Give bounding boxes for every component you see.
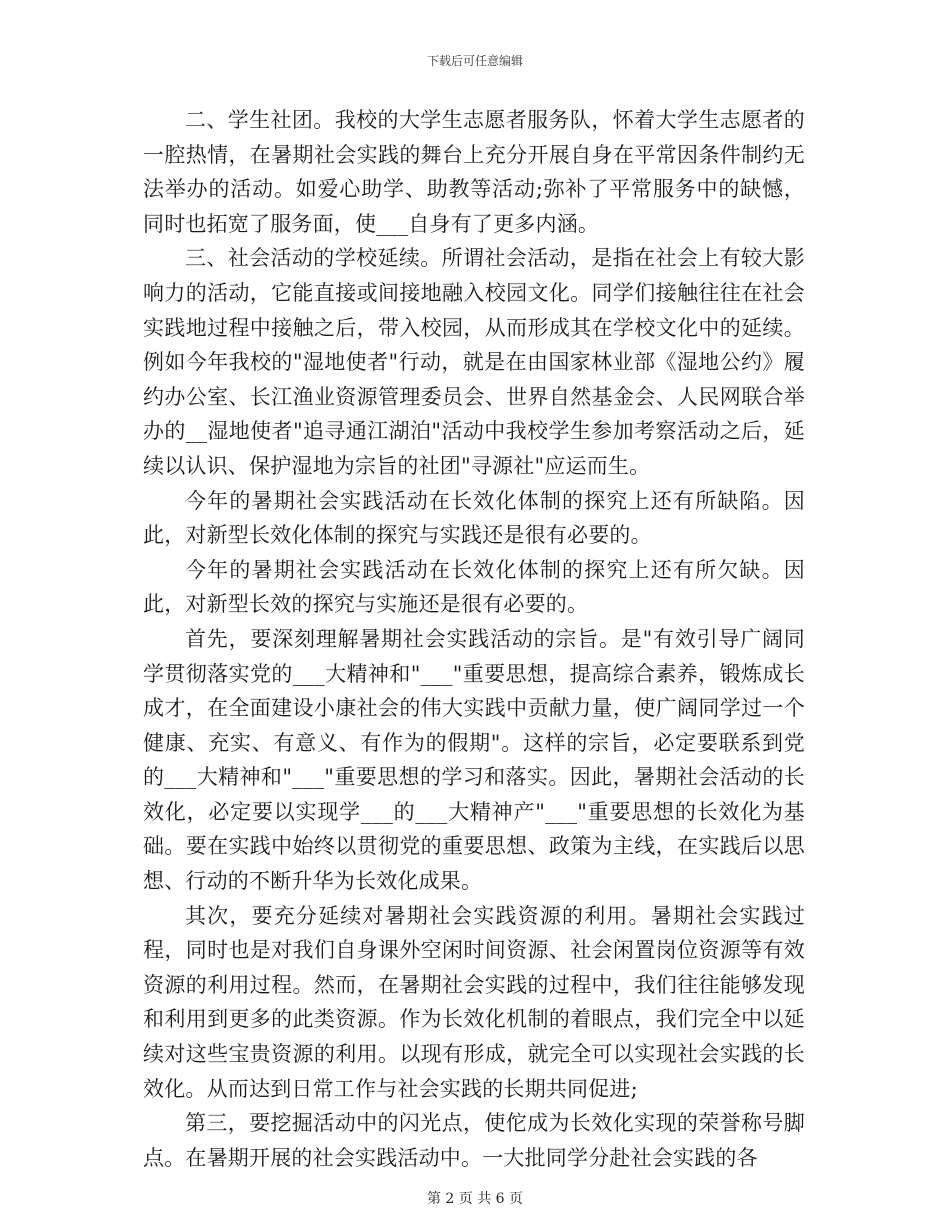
page-number: 第 2 页 共 6 页 xyxy=(426,1191,524,1207)
paragraph-shortcomings-2: 今年的暑期社会实践活动在长效化体制的探究上还有所欠缺。因此，对新型长效的探究与实施还是很有必要的。 xyxy=(143,557,805,617)
document-body xyxy=(143,103,805,1175)
paragraph-social-activities: 三、社会活动的学校延续。所谓社会活动，是指在社会上有较大影响力的活动，它能直接或间接地融入校园文化。同学们接触往往在社会实践地过程中接触之后，带入校园，从而形成其在学校文化中的延续。例如今年我校的"湿地使者"行动，就是在由国家林业部《湿地公约》履约办公室、长江渔业资源管理委员会、世界自然基金会、人民网联合举办的__湿地使者"追寻通江湖泊"活动中我校学生参加考察活动之后，延续以认识、保护湿地为宗旨的社团"寻源社"应运而生。 xyxy=(143,246,805,478)
paragraph-third-point: 第三，要挖掘活动中的闪光点，使佗成为长效化实现的荣誉称号脚点。在暑期开展的社会实践活动中。一大批同学分赴社会实践的各 xyxy=(143,1111,805,1170)
paragraph-first-point: 首先，要深刻理解暑期社会实践活动的宗旨。是"有效引导广阔同学贯彻落实党的___大精神和"___"重要思想，提高综合素养，锻炼成长成才，在全面建设小康社会的伟大实践中贡献力量，使广阔同学过一个健康、充实、有意义、有作为的假期"。这样的宗旨，必定要联系到党的___大精神和"___"重要思想的学习和落实。因此，暑期社会活动的长效化，必定要以实现学___的___大精神产"___"重要思想的长效化为基础。要在实践中始终以贯彻党的重要思想、政策为主线，在实践后以思想、行动的不断升华为长效化成果。 xyxy=(143,626,805,894)
paragraph-second-point: 其次，要充分延续对暑期社会实践资源的利用。暑期社会实践过程，同时也是对我们自身课外空闲时间资源、社会闲置岗位资源等有效资源的利用过程。然而，在暑期社会实践的过程中，我们往往能够发现和利用到更多的此类资源。作为长效化机制的着眼点，我们完全中以延续对这些宝贵资源的利用。以现有形成，就完全可以实现社会实践的长效化。从而达到日常工作与社会实践的长期共同促进; xyxy=(143,903,805,1101)
paragraph-student-clubs: 二、学生社团。我校的大学生志愿者服务队，怀着大学生志愿者的一腔热情，在暑期社会实践的舞台上充分开展自身在平常因条件制约无法举办的活动。如爱心助学、助教等活动;弥补了平常服务中的缺憾，同时也拓宽了服务面，使___自身有了更多内涵。 xyxy=(143,108,805,236)
page-header: 下载后可任意编辑 xyxy=(426,54,523,68)
paragraph-shortcomings-1: 今年的暑期社会实践活动在长效化体制的探究上还有所缺陷。因此，对新型长效化体制的探究与实践还是很有必要的。 xyxy=(143,488,805,548)
